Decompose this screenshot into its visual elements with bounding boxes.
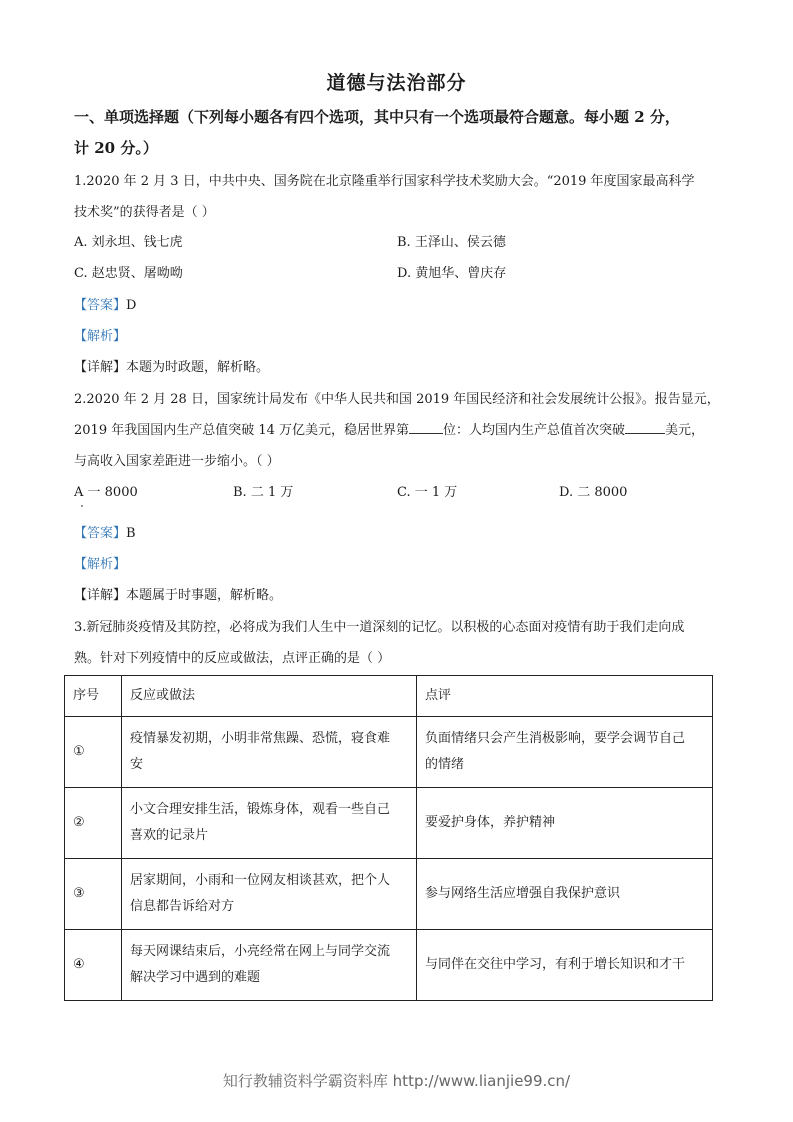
section-heading-line1: 一、单项选择题（下列每小题各有四个选项，其中只有一个选项最符合题意。每小题 2 分，: [74, 108, 680, 126]
row-action-line1: 居家期间，小雨和一位网友相谈甚欢，把个人: [130, 873, 391, 888]
q2-blank-1: [409, 421, 443, 434]
q2-stem-line2-a: 2019 年我国国内生产总值突破 14 万亿美元，稳居世界第: [74, 423, 410, 438]
q1-stem-line1: 1.2020 年 2 月 3 日，中共中央、国务院在北京隆重举行国家科学技术奖励大会。“2019 年度国家最高科学: [74, 174, 695, 189]
q1-analysis-tag: 【解析】: [74, 329, 127, 344]
q1-answer: [74, 296, 136, 316]
q3-stem-line1: 3.新冠肺炎疫情及其防控，必将成为我们人生中一道深刻的记忆。以积极的心态面对疫情有助于我们走向成: [74, 620, 685, 635]
row-action-line2: 喜欢的记录片: [130, 828, 209, 843]
q2-option-b: B. 二 1 万: [233, 485, 294, 500]
row-action-line1: 每天网课结束后，小亮经常在网上与同学交流: [130, 944, 391, 959]
row-action: [122, 859, 417, 930]
q1-option-d: D. 黄旭华、曾庆存: [397, 266, 507, 281]
q2-stem-line2-b: 位：人均国内生产总值首次突破: [443, 423, 626, 438]
q2-detail: [74, 586, 282, 606]
stray-dot: [81, 505, 83, 507]
q2-blank-2: [625, 421, 665, 434]
row-comment: [417, 930, 713, 1001]
row-comment-line2: 的情绪: [425, 757, 465, 772]
row-action-line1: 小文合理安排生活，锻炼身体，观看一些自己: [130, 802, 391, 817]
row-action-line1: 疫情暴发初期，小明非常焦躁、恐慌，寝食难: [130, 731, 391, 746]
q1-analysis: [74, 327, 126, 347]
q2-stem-line3: 与高收入国家差距进一步缩小。（ ）: [74, 454, 280, 469]
row-comment-line1: 负面情绪只会产生消极影响，要学会调节自己: [425, 731, 686, 746]
q2-option-c: C. 一 1 万: [397, 485, 458, 500]
row-action-line2: 信息都告诉给对方: [130, 899, 235, 914]
row-comment: [417, 717, 713, 788]
q1-answer-tag: 【答案】: [74, 298, 127, 313]
row-comment-line1: 参与网络生活应增强自我保护意识: [425, 886, 621, 901]
q2-stem-line2: [74, 421, 704, 441]
q1-detail-text: 本题为时政题，解析略。: [126, 360, 270, 375]
table-row: [65, 930, 713, 1001]
row-comment-line1: 与同伴在交往中学习，有利于增长知识和才干: [425, 957, 686, 972]
table-header-action: 反应或做法: [122, 676, 417, 717]
q1-option-a: A. 刘永坦、钱七虎: [74, 235, 183, 250]
table-header-num: 序号: [65, 676, 122, 717]
q2-option-a: A 一 8000: [74, 485, 138, 500]
row-comment-line1: 要爱护身体，养护精神: [425, 815, 556, 830]
table-row: [65, 859, 713, 930]
page-title: 道德与法治部分: [326, 72, 467, 94]
footer-watermark: 知行教辅资料学霸资料库 http://www.lianjie99.cn/: [222, 1072, 571, 1090]
row-action-line2: 安: [130, 757, 144, 772]
q2-analysis: [74, 555, 126, 575]
row-action-line2: 解决学习中遇到的难题: [130, 970, 261, 985]
q1-detail-tag: 【详解】: [74, 360, 127, 375]
row-action: [122, 930, 417, 1001]
q2-detail-text: 本题属于时事题，解析略。: [126, 588, 283, 603]
row-action: [122, 788, 417, 859]
q1-answer-value: D: [126, 298, 137, 313]
table-row: [65, 788, 713, 859]
q2-answer-tag: 【答案】: [74, 526, 127, 541]
row-action: [122, 717, 417, 788]
row-comment: [417, 859, 713, 930]
q1-option-c: C. 赵忠贤、屠呦呦: [74, 266, 183, 281]
q2-stem-line1: 2.2020 年 2 月 28 日，国家统计局发布《中华人民共和国 2019 年国民经济和社会发展统计公报》。报告显元，: [74, 392, 720, 407]
q1-detail: [74, 358, 269, 378]
q3-stem-line2: 熟。针对下列疫情中的反应或做法，点评正确的是（ ）: [74, 651, 391, 666]
table-header-comment: 点评: [417, 676, 713, 717]
q2-analysis-tag: 【解析】: [74, 557, 127, 572]
q1-stem-line2: 技术奖”的获得者是（ ）: [74, 205, 215, 220]
row-comment: [417, 788, 713, 859]
section-heading-line2: 计 20 分。）: [74, 139, 158, 157]
table-header-row: [65, 676, 713, 717]
q3-table: [64, 675, 713, 1001]
q2-stem-line2-c: 美元，: [665, 423, 705, 438]
q1-option-b: B. 王泽山、侯云德: [397, 235, 506, 250]
q2-option-d: D. 二 8000: [559, 485, 628, 500]
q2-answer: [74, 524, 136, 544]
row-num: ②: [65, 788, 122, 859]
row-num: ③: [65, 859, 122, 930]
row-num: ①: [65, 717, 122, 788]
q2-detail-tag: 【详解】: [74, 588, 127, 603]
table-row: [65, 717, 713, 788]
row-num: ④: [65, 930, 122, 1001]
q2-answer-value: B: [126, 526, 136, 541]
section-heading: [74, 102, 720, 164]
